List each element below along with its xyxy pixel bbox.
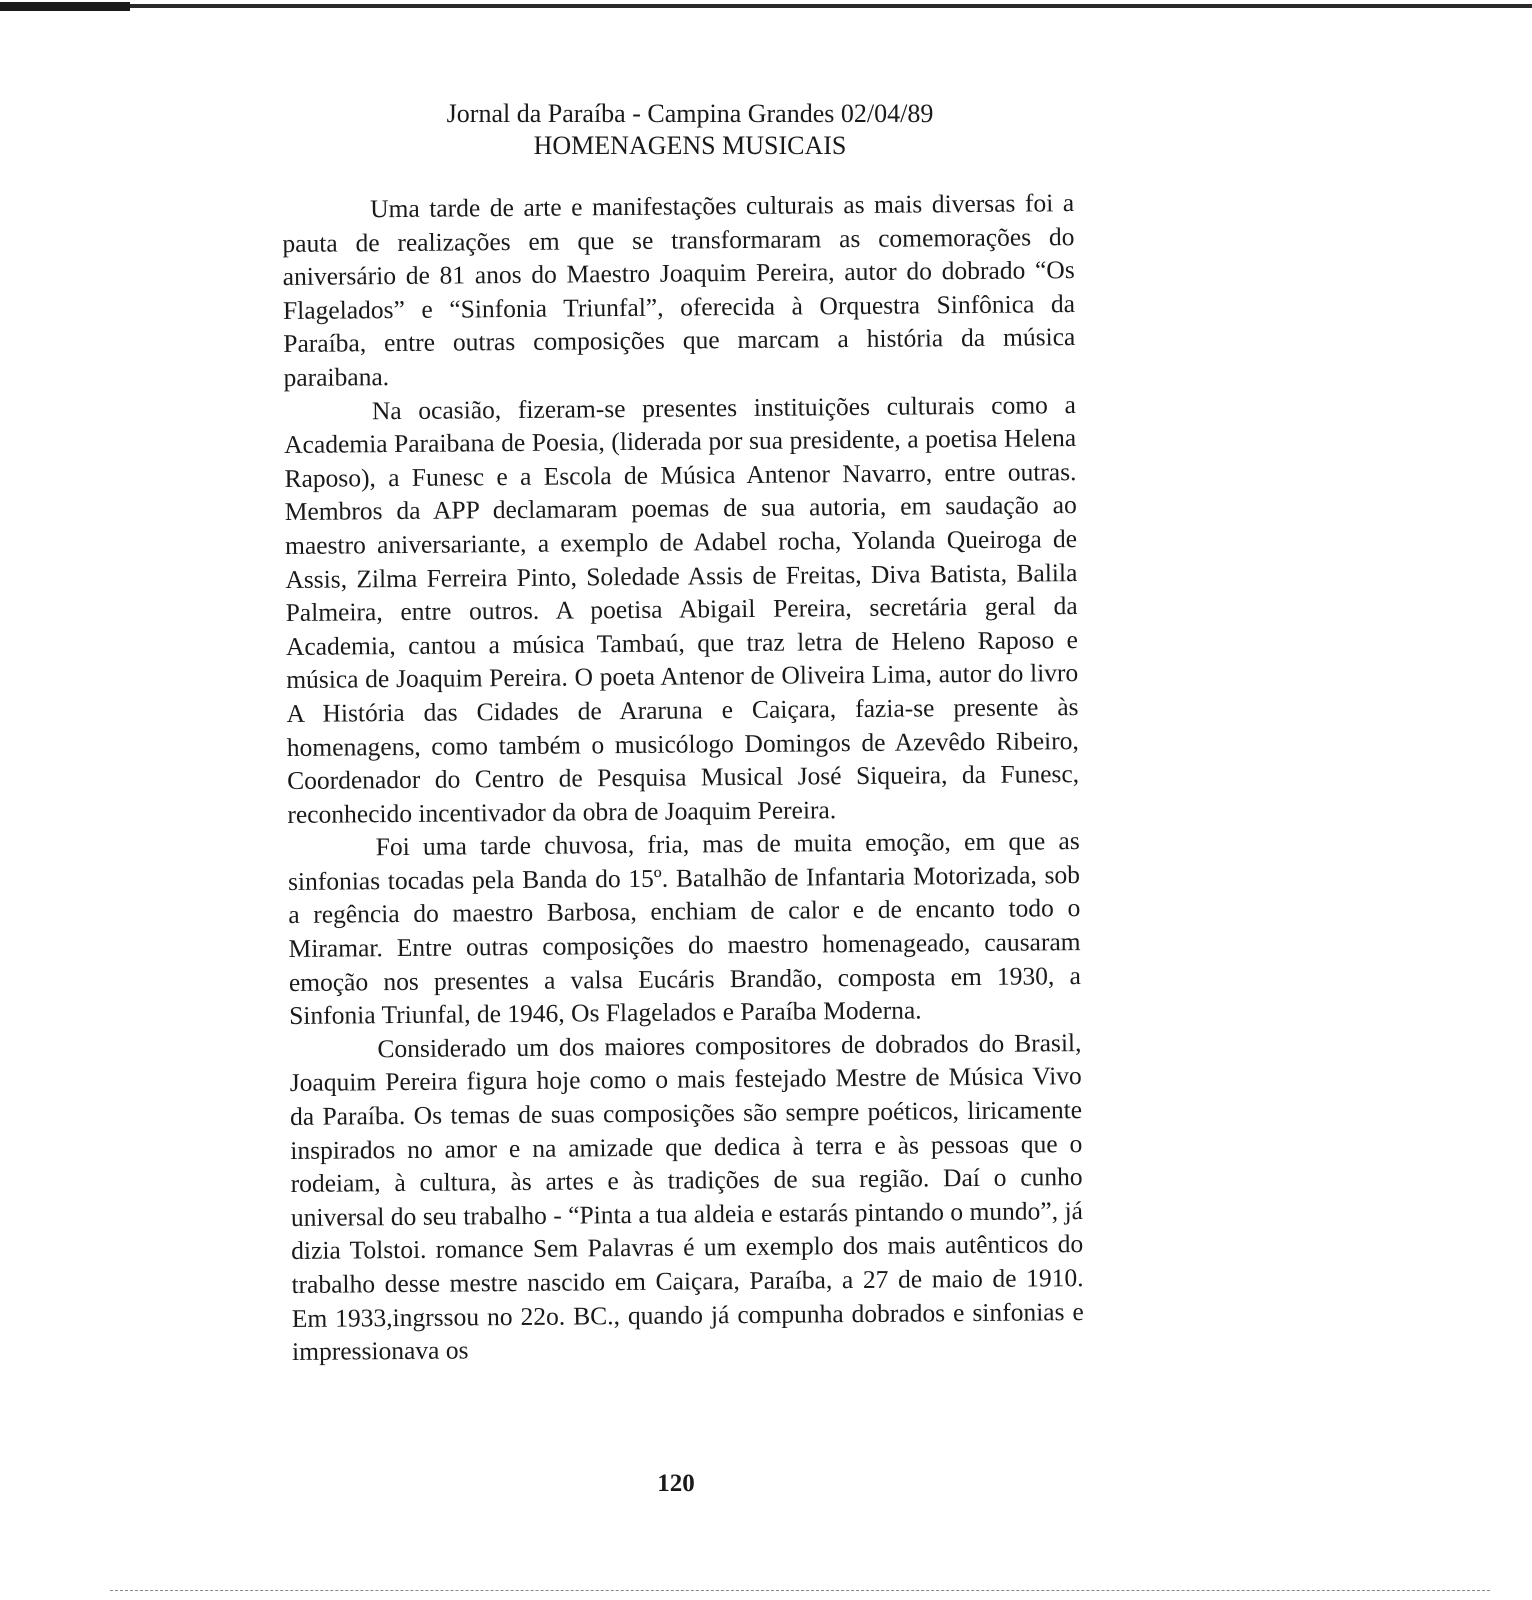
paragraph-4: Considerado um dos maiores compositores de dobrados do Brasil, Joaquim Pereira figura hoje como o mais festejado Mestre de Música Vivo da Paraíba. Os temas de suas composições são sempre poéticos, liricamente inspirados no amor e na amizade que dedica à terra e às pessoas que o rodeiam, à cultura, às artes e às tradições de sua região. Daí o cunho universal do seu trabalho - “Pinta a tua aldeia e estarás pintando o mundo”, já dizia Tolstoi. romance Sem Palavras é um exemplo dos mais autênticos do trabalho desse mestre nascido em Caiçara, Paraíba, a 27 de maio de 1910. Em 1933,ingrssou no 22o. BC., quando já compunha dobrados e sinfonias e impressionava os xyxy=(289,1027,1084,1367)
article-header xyxy=(300,98,1080,162)
article-title: HOMENAGENS MUSICAIS xyxy=(533,131,847,160)
paragraph-3: Foi uma tarde chuvosa, fria, mas de muita emoção, em que as sinfonias tocadas pela Banda do 15º. Batalhão de Infantaria Motorizada, sob a regência do maestro Barbosa, enchiam de calor e de encanto todo o Miramar. Entre outras composições do maestro homenageado, causaram emoção nos presentes a valsa Eucáris Brandão, composta em 1930, a Sinfonia Triunfal, de 1946, Os Flagelados e Paraíba Moderna. xyxy=(287,826,1081,1031)
scan-bottom-edge xyxy=(110,1590,1490,1591)
scan-top-rule xyxy=(0,4,1532,8)
paragraph-2: Na ocasião, fizeram-se presentes instituições culturais como a Academia Paraibana de Poesia, (liderada por sua presidente, a poetisa Helena Raposo), a Funesc e a Escola de Música Antenor Navarro, entre outras. Membros da APP declamaram poemas de sua autoria, em saudação ao maestro aniversariante, a exemplo de Adabel rocha, Yolanda Queiroga de Assis, Zilma Ferreira Pinto, Soledade Assis de Freitas, Diva Batista, Balila Palmeira, entre outros. A poetisa Abigail Pereira, secretária geral da Academia, cantou a música Tambaú, que traz letra de Heleno Raposo e música de Joaquim Pereira. O poeta Antenor de Oliveira Lima, autor do livro A História das Cidades de Araruna e Caiçara, fazia-se presente às homenagens, como também o musicólogo Domingos de Azevêdo Ribeiro, Coordenador do Centro de Pesquisa Musical José Siqueira, da Funesc, reconhecido incentivador da obra de Joaquim Pereira. xyxy=(284,389,1080,829)
paragraph-1: Uma tarde de arte e manifestações culturais as mais diversas foi a pauta de realizações em que se transformaram as comemorações do aniversário de 81 anos do Maestro Joaquim Pereira, autor do dobrado “Os Flagelados” e “Sinfonia Triunfal”, oferecida à Orquestra Sinfônica da Paraíba, entre outras composições que marcam a história da música paraibana. xyxy=(282,188,1076,392)
source-line: Jornal da Paraíba - Campina Grandes 02/04/89 xyxy=(446,99,934,128)
article-body xyxy=(282,186,1084,1369)
page-number: 120 xyxy=(657,1470,695,1497)
scan-top-rule-thick xyxy=(0,2,130,11)
